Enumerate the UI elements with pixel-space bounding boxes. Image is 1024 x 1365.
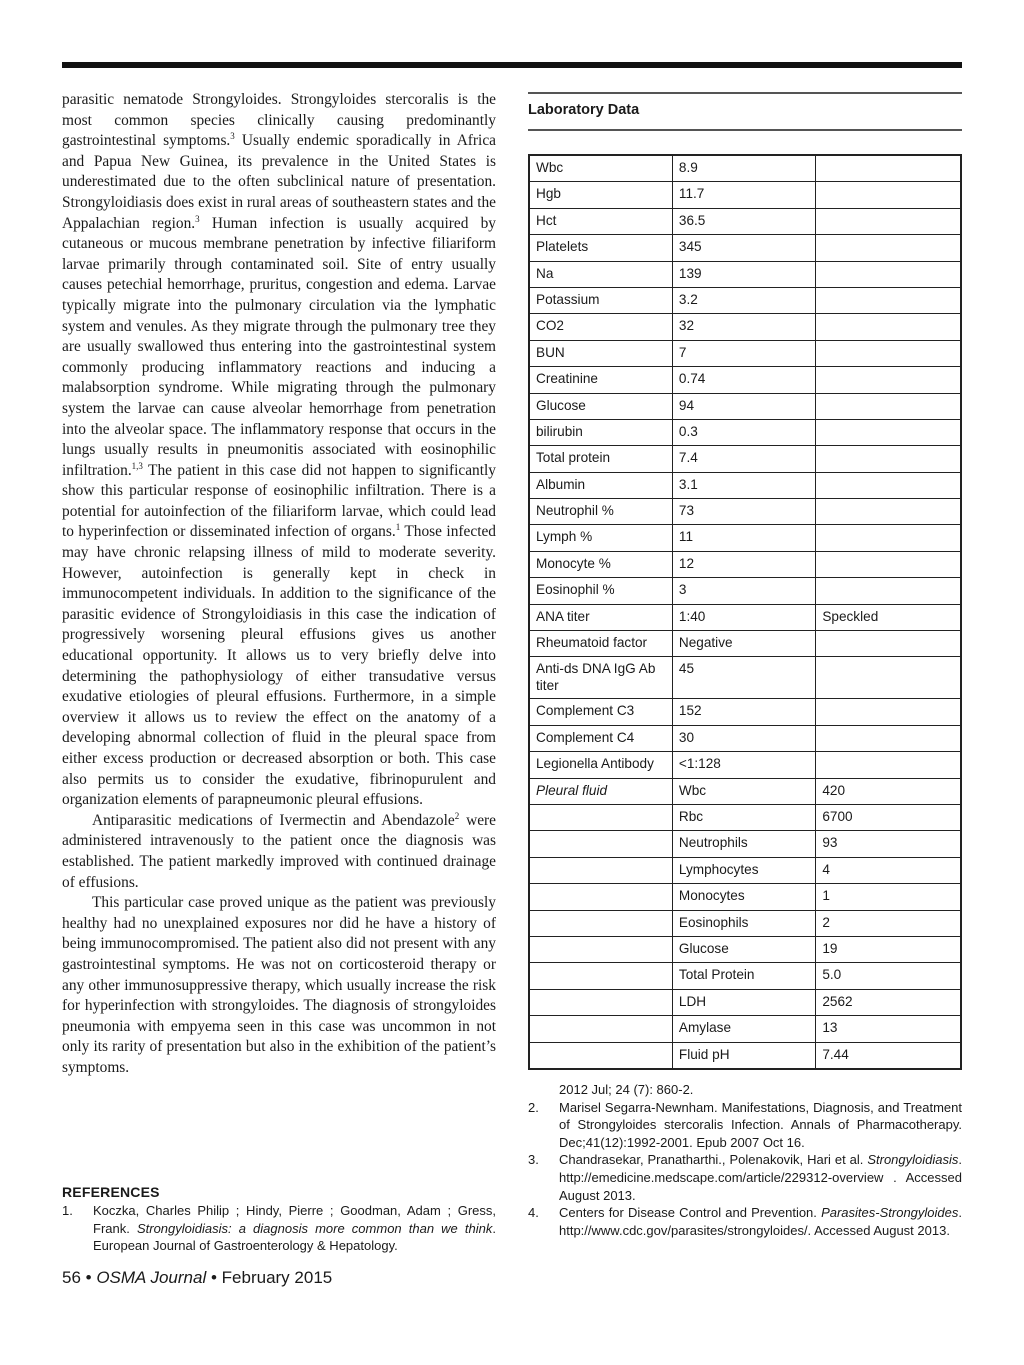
lab-note: 7.44 [816,1042,961,1069]
lab-row [529,699,961,725]
lab-value: 73 [672,499,815,525]
lab-value: <1:128 [672,752,815,778]
references-heading: REFERENCES [62,1184,160,1200]
lab-note [816,699,961,725]
lab-row [529,393,961,419]
lab-row [529,778,961,804]
paragraph-1: parasitic nematode Strongyloides. Strongyloides stercoralis is the most common species clinically causing predominantly gastrointestinal symptoms.$^3$ Usually endemic sporadically in Africa and Papua New Guinea, its prevalence in the United States is underestimated due to the often subclinical nature of presentation. Strongyloidiasis does exist in rural areas of southeastern states and the Appalachian region.$^3$ Human infection is usually acquired by cutaneous or mucous membrane penetration by infective filiariform larvae primarily through contaminated soil. Site of entry usually causes petechial hemorrhage, pruritus, congestion and edema. Larvae typically migrate into the pulmonary circulation via the lymphatic system and venules. As they migrate through the pulmonary tree they are usually swallowed thus entering into the gastrointestinal system commonly producing inflammatory reactions and inducing a malabsorption syndrome. While migrating through the pulmonary system the larvae can cause alveolar hemorrhage from penetration into the alveolar space. The inflammatory response that occurs in the lungs usually results in pneumonitis associated with eosinophilic infiltration.$^{1,3}$ The patient in this case did not happen to significantly show this particular response of eosinophilic infiltration. There is a potential for autoinfection of the filiariform larvae, which could lead to hyperinfection or disseminated infection of organs.$^1$ Those infected may have chronic relapsing illness of mild to moderate severity. However, autoinfection is generally kept in check in immunocompetent individuals. In addition to the significance of the parasitic evidence of Strongyloidiasis in this case the indication of progressively worsening pleural effusions gives us another educational opportunity. It allows us to very briefly delve into determining the pathophysiology of either transudative versus exudative etiologies of pleural effusions. Furthermore, in a simple overview it allows us to review the effect on the anatomy of a developing abnormal collection of fluid in the pleural space from either excess production or decreased absorption or both. This case also permits us to consider the exudative, fibrinopurulent and organization elements of parapneumonic pleural effusions. [62,91,496,809]
reference-4: 4. Centers for Disease Control and Prevention. Parasites-Strongyloides. http://www.cdc.gov/parasites/strongyloides/. Accessed August 2013. [528,1205,962,1238]
lab-row [529,287,961,313]
lab-value: 11.7 [672,182,815,208]
lab-note: 420 [816,778,961,804]
lab-value: Eosinophils [672,910,815,936]
lab-row [529,604,961,630]
lab-value: Lymphocytes [672,857,815,883]
lab-test-name [529,857,672,883]
lab-value: 45 [672,657,815,699]
lab-row [529,208,961,234]
lab-note [816,657,961,699]
lab-row [529,910,961,936]
lab-value: 7.4 [672,446,815,472]
lab-value: 36.5 [672,208,815,234]
lab-row [529,499,961,525]
lab-data-body [529,155,961,1069]
lab-value: LDH [672,989,815,1015]
lab-row [529,857,961,883]
lab-note: 19 [816,936,961,962]
lab-value: Glucose [672,936,815,962]
lab-note: 2562 [816,989,961,1015]
lab-test-name: Anti-ds DNA IgG Ab titer [529,657,672,699]
reference-3: 3. Chandrasekar, Pranatharthi., Polenakovik, Hari et al. Strongyloidiasis. http://emedicine.medscape.com/article/229312-overview . Accessed August 2013. [528,1152,962,1203]
lab-test-name: Creatinine [529,367,672,393]
lab-test-name: ANA titer [529,604,672,630]
reference-2: 2. Marisel Segarra-Newnham. Manifestations, Diagnosis, and Treatment of Strongyloides stercoralis Infection. Annals of Pharmacotherapy. Dec;41(12):1992-2001. Epub 2007 Oct 16. [528,1099,962,1150]
lab-row [529,235,961,261]
reference-list-left [62,1202,496,1255]
lab-value: 1:40 [672,604,815,630]
lab-row [529,419,961,445]
lab-note: Speckled [816,604,961,630]
lab-row [529,752,961,778]
lab-row [529,578,961,604]
lab-test-name: Rheumatoid factor [529,631,672,657]
lab-note [816,578,961,604]
lab-test-name: Neutrophil % [529,499,672,525]
lab-value: 8.9 [672,155,815,182]
lab-data-title: Laboratory Data [528,102,640,118]
lab-test-name: Hgb [529,182,672,208]
lab-value: 11 [672,525,815,551]
lab-note [816,725,961,751]
lab-value: 3.2 [672,287,815,313]
lab-note: 2 [816,910,961,936]
lab-note [816,235,961,261]
lab-note [816,208,961,234]
lab-value: Neutrophils [672,831,815,857]
lab-note: 5.0 [816,963,961,989]
lab-test-name [529,831,672,857]
lab-note: 13 [816,1016,961,1042]
lab-row [529,551,961,577]
lab-value: 32 [672,314,815,340]
lab-row [529,1016,961,1042]
lab-row [529,314,961,340]
lab-note [816,419,961,445]
lab-value: 3.1 [672,472,815,498]
top-rule [62,62,962,68]
lab-note [816,446,961,472]
lab-test-name: Eosinophil % [529,578,672,604]
lab-note [816,472,961,498]
lab-test-name: Complement C3 [529,699,672,725]
lab-row [529,367,961,393]
lab-value: 94 [672,393,815,419]
lab-value: Total Protein [672,963,815,989]
lab-test-name: Pleural fluid [529,778,672,804]
lab-row [529,831,961,857]
issue-date: February 2015 [221,1268,333,1287]
lab-value: 3 [672,578,815,604]
lab-test-name [529,963,672,989]
lab-row [529,725,961,751]
lab-note [816,499,961,525]
lab-value: Monocytes [672,884,815,910]
lab-test-name: Monocyte % [529,551,672,577]
lab-test-name [529,910,672,936]
lab-test-name: Lymph % [529,525,672,551]
lab-note: 6700 [816,804,961,830]
lab-test-name: Albumin [529,472,672,498]
lab-test-name: Platelets [529,235,672,261]
lab-note [816,182,961,208]
reference-1: 1. Koczka, Charles Philip ; Hindy, Pierre ; Goodman, Adam ; Gress, Frank. Strongyloidiasis: a diagnosis more common than we think. European Journal of Gastroenterology & Hepatology. [62,1203,496,1254]
lab-value: Negative [672,631,815,657]
lab-test-name: Glucose [529,393,672,419]
lab-value: Fluid pH [672,1042,815,1069]
lab-value: Wbc [672,778,815,804]
lab-test-name: Complement C4 [529,725,672,751]
lab-row [529,182,961,208]
lab-test-name [529,989,672,1015]
lab-value: Rbc [672,804,815,830]
reference-1-continuation: 2012 Jul; 24 (7): 860-2. [559,1082,694,1097]
lab-test-name: Potassium [529,287,672,313]
journal-name: OSMA Journal [96,1268,207,1287]
lab-test-name [529,884,672,910]
lab-value: 12 [672,551,815,577]
lab-test-name: Legionella Antibody [529,752,672,778]
lab-note [816,340,961,366]
lab-value: 0.74 [672,367,815,393]
lab-test-name: BUN [529,340,672,366]
lab-test-name [529,1042,672,1069]
lab-test-name [529,936,672,962]
lab-row [529,963,961,989]
lab-test-name: Total protein [529,446,672,472]
lab-test-name [529,1016,672,1042]
page-footer: 56 • OSMA Journal • February 2015 [62,1268,333,1287]
paragraph-3: This particular case proved unique as the patient was previously healthy had no unexplained exposures nor did he have a history of being immunocompromised. The patient also did not present with any gastrointestinal symptoms. He was not on corticosteroid therapy or any other immunosuppressive therapy, which usually increase the risk for hyperinfection with strongyloides. The diagnosis of strongyloides pneumonia with empyema seen in this case was uncommon in not only its rarity of presentation but also in the exhibition of the patient’s symptoms. [62,894,496,1076]
lab-test-name: bilirubin [529,419,672,445]
lab-row [529,261,961,287]
lab-value: 139 [672,261,815,287]
lab-test-name: Hct [529,208,672,234]
left-column [62,90,496,1079]
lab-row [529,472,961,498]
lab-note [816,752,961,778]
lab-row [529,446,961,472]
reference-list-right [528,1081,962,1239]
lab-data-table [528,154,962,1070]
lab-value: 152 [672,699,815,725]
lab-row [529,1042,961,1069]
lab-row [529,657,961,699]
lab-note [816,367,961,393]
lab-test-name: Wbc [529,155,672,182]
lab-note [816,551,961,577]
page-number: 56 [62,1268,81,1287]
lab-title-rule-bottom [528,129,962,131]
lab-value: 0.3 [672,419,815,445]
lab-note [816,525,961,551]
lab-test-name [529,804,672,830]
lab-test-name: CO2 [529,314,672,340]
lab-row [529,884,961,910]
lab-note [816,287,961,313]
lab-row [529,936,961,962]
lab-row [529,804,961,830]
lab-row [529,631,961,657]
lab-value: 30 [672,725,815,751]
lab-title-rule-top [528,92,962,94]
lab-value: Amylase [672,1016,815,1042]
lab-note [816,155,961,182]
paragraph-2: Antiparasitic medications of Ivermectin and Abendazole$^2$ were administered intravenously to the patient once the diagnosis was established. The patient markedly improved with continued drainage of effusions. [62,810,497,891]
lab-value: 7 [672,340,815,366]
lab-note [816,261,961,287]
lab-row [529,989,961,1015]
lab-note: 93 [816,831,961,857]
lab-note: 4 [816,857,961,883]
lab-note [816,314,961,340]
lab-note: 1 [816,884,961,910]
lab-row [529,340,961,366]
lab-row [529,525,961,551]
lab-note [816,631,961,657]
lab-note [816,393,961,419]
lab-test-name: Na [529,261,672,287]
lab-value: 345 [672,235,815,261]
lab-row [529,155,961,182]
